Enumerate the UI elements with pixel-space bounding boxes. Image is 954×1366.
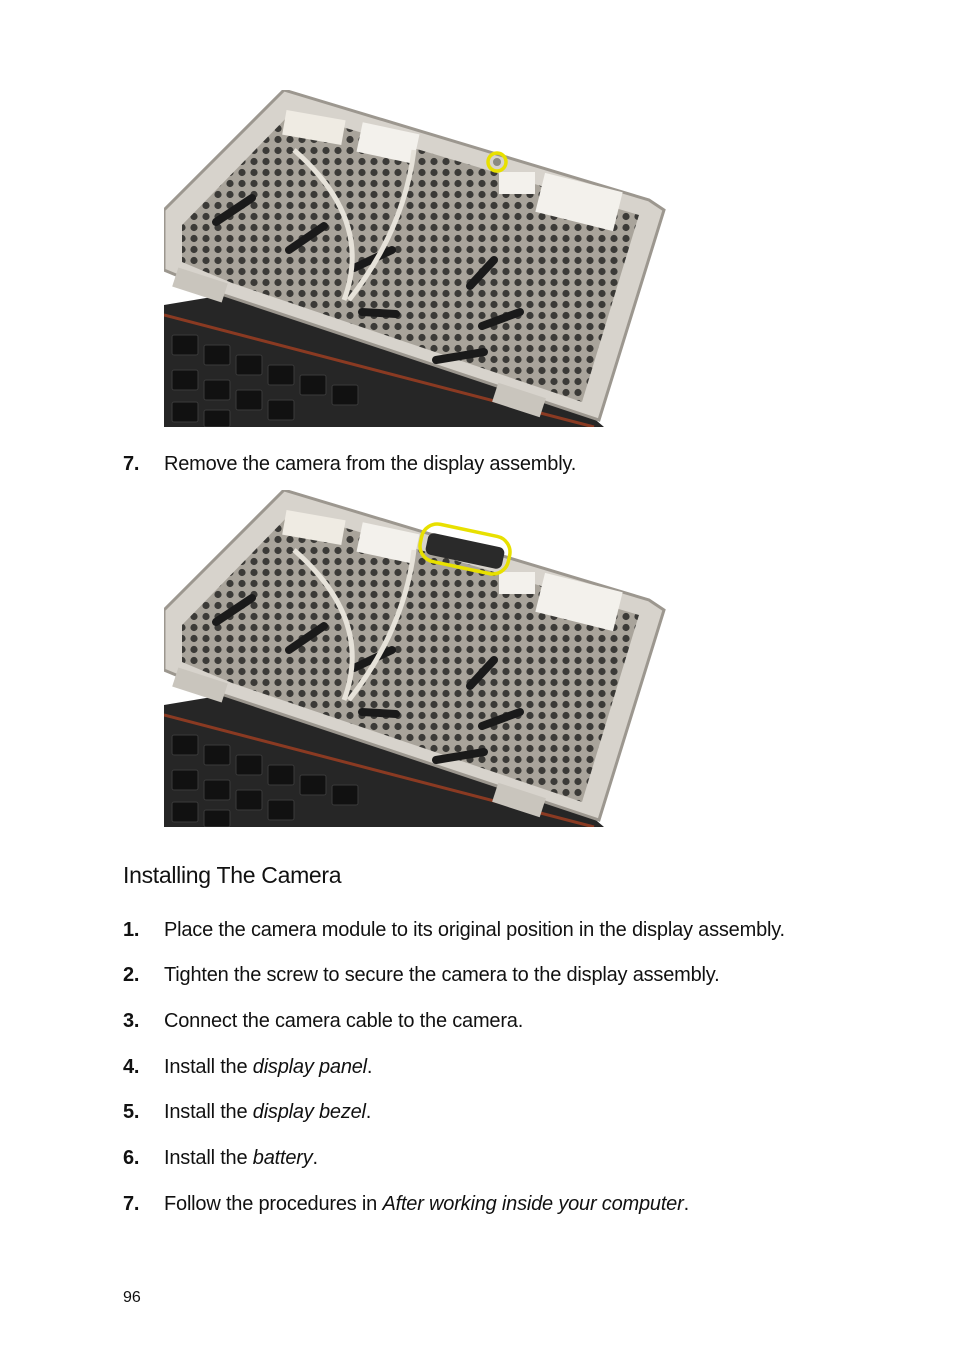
- step-text: Tighten the screw to secure the camera to the display assembly.: [164, 964, 720, 986]
- step-text: Remove the camera from the display assembly.: [164, 453, 577, 475]
- step-prefix: Install the: [164, 1101, 253, 1123]
- step-suffix: .: [683, 1193, 689, 1215]
- step-text: [164, 1100, 371, 1124]
- figure-camera-module: [164, 490, 667, 827]
- after-working-link[interactable]: After working inside your computer: [382, 1193, 684, 1215]
- camera-module-photo: [164, 490, 667, 827]
- step-suffix: .: [366, 1056, 373, 1078]
- step-suffix: .: [312, 1147, 318, 1169]
- step-number: 3.: [123, 1010, 140, 1032]
- step-number: 6.: [123, 1147, 140, 1169]
- display-panel-link[interactable]: display panel: [252, 1056, 367, 1078]
- step-number: 1.: [123, 919, 140, 941]
- battery-link[interactable]: battery: [252, 1147, 313, 1169]
- step-text: [164, 1192, 689, 1216]
- step-suffix: .: [365, 1101, 372, 1123]
- page-number: 96: [123, 1289, 141, 1306]
- step-number: 7.: [123, 453, 140, 475]
- step-text: Place the camera module to its original position in the display assembly.: [164, 919, 785, 941]
- figure-camera-screw: [164, 90, 667, 427]
- step-number: 4.: [123, 1056, 140, 1078]
- step-text: Connect the camera cable to the camera.: [164, 1010, 524, 1032]
- step-prefix: Install the: [164, 1147, 253, 1169]
- step-number: 7.: [123, 1193, 140, 1215]
- step-number: 2.: [123, 964, 140, 986]
- display-bezel-link[interactable]: display bezel: [252, 1101, 366, 1123]
- step-prefix: Follow the procedures in: [164, 1193, 383, 1215]
- step-text: [164, 1055, 372, 1079]
- step-text: [164, 1146, 318, 1170]
- section-heading: Installing The Camera: [123, 862, 342, 888]
- step-number: 5.: [123, 1101, 140, 1123]
- camera-screw-photo: [164, 90, 667, 427]
- step-prefix: Install the: [164, 1056, 253, 1078]
